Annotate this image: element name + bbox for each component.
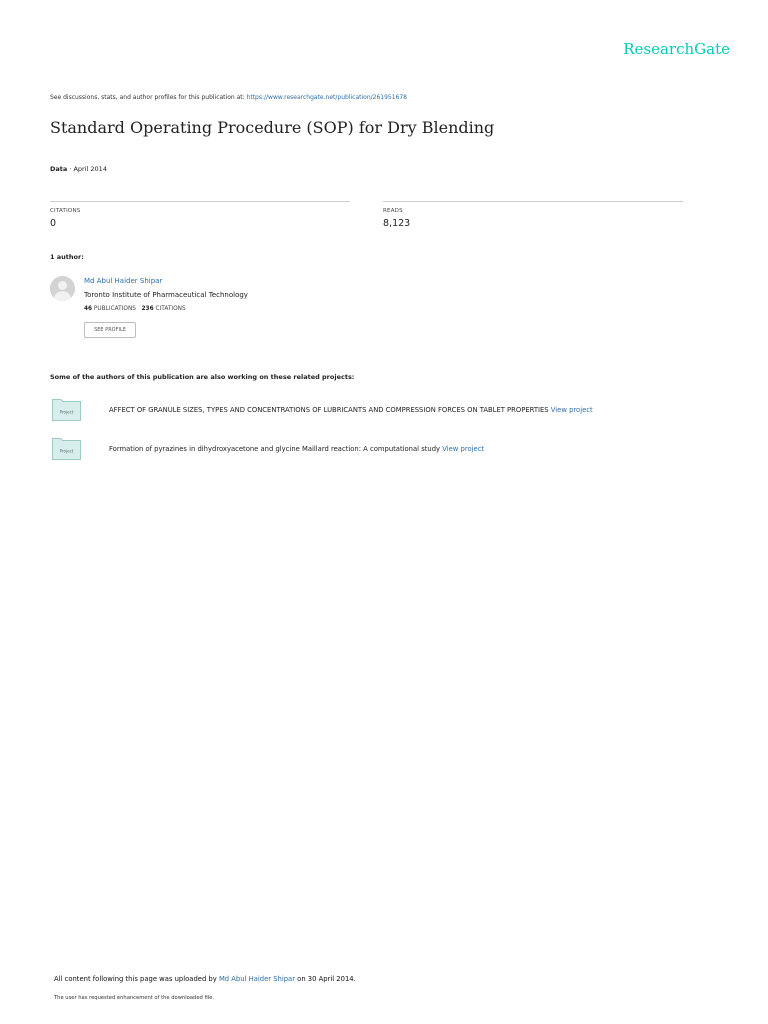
author-institution: Toronto Institute of Pharmaceutical Technology [84, 291, 248, 299]
project-item [109, 406, 593, 414]
reads-value: 8,123 [383, 218, 411, 229]
discussion-line [50, 94, 407, 101]
project-item [109, 445, 484, 453]
author-avatar[interactable] [50, 276, 75, 301]
upload-suffix: on 30 April 2014. [297, 975, 356, 983]
authors-heading: 1 author: [50, 253, 84, 261]
reads-divider [383, 201, 683, 202]
project-icon [52, 399, 81, 421]
view-project-link[interactable]: View project [550, 406, 593, 414]
researchgate-logo: ResearchGate [623, 40, 730, 58]
project-folder-icon [52, 399, 81, 421]
publication-type: Data [50, 165, 68, 173]
project-icon-label: Project [59, 448, 74, 454]
project-title: AFFECT OF GRANULE SIZES, TYPES AND CONCENTRATIONS OF LUBRICANTS AND COMPRESSION FORCES ON TABLET PROPERTIES [109, 406, 549, 414]
meta-separator: · [67, 165, 74, 173]
citations-value: 0 [50, 218, 57, 229]
author-citations-count: 236 [141, 306, 154, 312]
author-publications-count: 46 [84, 306, 93, 312]
citations-divider [50, 201, 350, 202]
see-profile-button[interactable]: SEE PROFILE [84, 322, 136, 338]
upload-notice [54, 975, 356, 983]
project-icon-label: Project [59, 409, 74, 415]
reads-label: READS [383, 208, 403, 214]
project-folder-icon [52, 438, 81, 460]
publication-date: April 2014 [73, 165, 107, 173]
author-publications-label: PUBLICATIONS [93, 306, 136, 312]
publication-url-link[interactable]: https://www.researchgate.net/publication/261951678 [246, 94, 407, 101]
publication-meta [50, 165, 107, 173]
publication-title: Standard Operating Procedure (SOP) for Dry Blending [50, 118, 495, 137]
author-stats [84, 306, 186, 312]
view-project-link[interactable]: View project [442, 445, 485, 453]
citations-label: CITATIONS [50, 208, 81, 214]
related-projects-heading: Some of the authors of this publication are also working on these related projects: [50, 373, 355, 381]
project-title: Formation of pyrazines in dihydroxyacetone and glycine Maillard reaction: A computational study [109, 445, 441, 453]
enhancement-note: The user has requested enhancement of the downloaded file. [54, 995, 215, 1001]
upload-prefix: All content following this page was uploaded by [54, 975, 217, 983]
author-name-link[interactable]: Md Abul Haider Shipar [84, 277, 163, 285]
uploader-link[interactable]: Md Abul Haider Shipar [218, 975, 295, 983]
discussion-prefix: See discussions, stats, and author profiles for this publication at: [50, 94, 247, 101]
author-citations-label: CITATIONS [155, 306, 186, 312]
project-icon [52, 438, 81, 460]
user-silhouette-icon [50, 276, 75, 301]
